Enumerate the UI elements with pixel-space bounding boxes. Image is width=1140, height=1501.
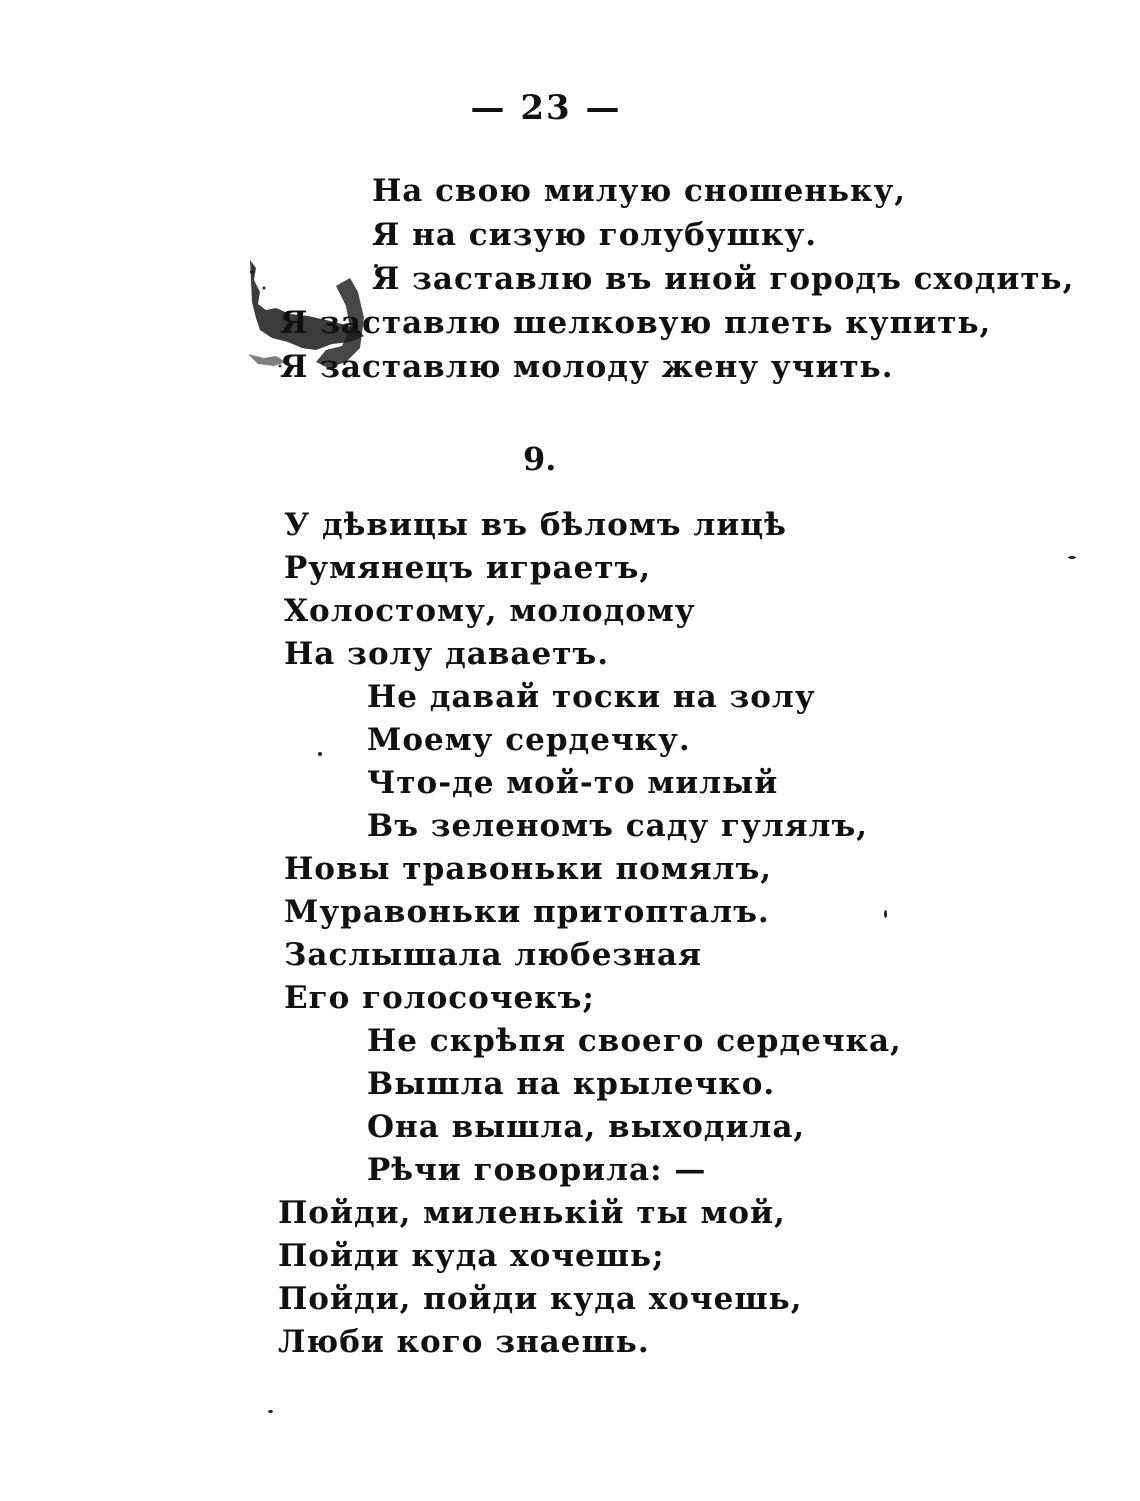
verse-line: Что-де мой-то милый	[367, 765, 779, 801]
verse-line: Румянецъ играетъ,	[284, 550, 652, 586]
verse-line: Заслышала любезная	[284, 937, 702, 973]
song-number: 9.	[523, 440, 557, 478]
print-speck	[884, 910, 887, 918]
print-speck	[318, 752, 322, 756]
verse-line: Вышла на крылечко.	[367, 1066, 776, 1102]
verse-line: Не давай тоски на золу	[367, 679, 816, 715]
verse-line: Холостому, молодому	[284, 593, 696, 629]
verse-line: Она вышла, выходила,	[367, 1109, 806, 1145]
verse-line: На золу даваетъ.	[284, 636, 610, 672]
verse-line: Я заставлю молоду жену учить.	[280, 349, 894, 385]
verse-line: На свою милую сношеньку,	[372, 173, 907, 209]
verse-line: Я заставлю въ иной городъ сходить,	[372, 261, 1075, 297]
verse-line: Не скрѣпя своего сердечка,	[367, 1023, 902, 1059]
verse-line: У дѣвицы въ бѣломъ лицѣ	[284, 507, 787, 543]
page-number: — 23 —	[470, 88, 622, 128]
verse-line: Новы травоньки помялъ,	[284, 851, 773, 887]
verse-line: Люби кого знаешь.	[278, 1324, 650, 1360]
verse-line: Его голосочекъ;	[284, 980, 595, 1016]
verse-line: Моему сердечку.	[367, 722, 691, 758]
verse-line: Муравоньки притопталъ.	[284, 894, 770, 930]
verse-line: Пойди, пойди куда хочешь,	[278, 1281, 803, 1317]
verse-line: Въ зеленомъ саду гулялъ,	[367, 808, 869, 844]
verse-line: Пойди, миленькій ты мой,	[278, 1195, 786, 1231]
verse-line: Я заставлю шелковую плеть купить,	[280, 305, 992, 341]
verse-line: Пойди куда хочешь;	[278, 1238, 665, 1274]
print-speck	[268, 1410, 273, 1413]
print-speck	[1068, 556, 1076, 559]
verse-line: Рѣчи говорила: —	[367, 1152, 707, 1188]
verse-line: Я на сизую голубушку.	[372, 217, 818, 253]
